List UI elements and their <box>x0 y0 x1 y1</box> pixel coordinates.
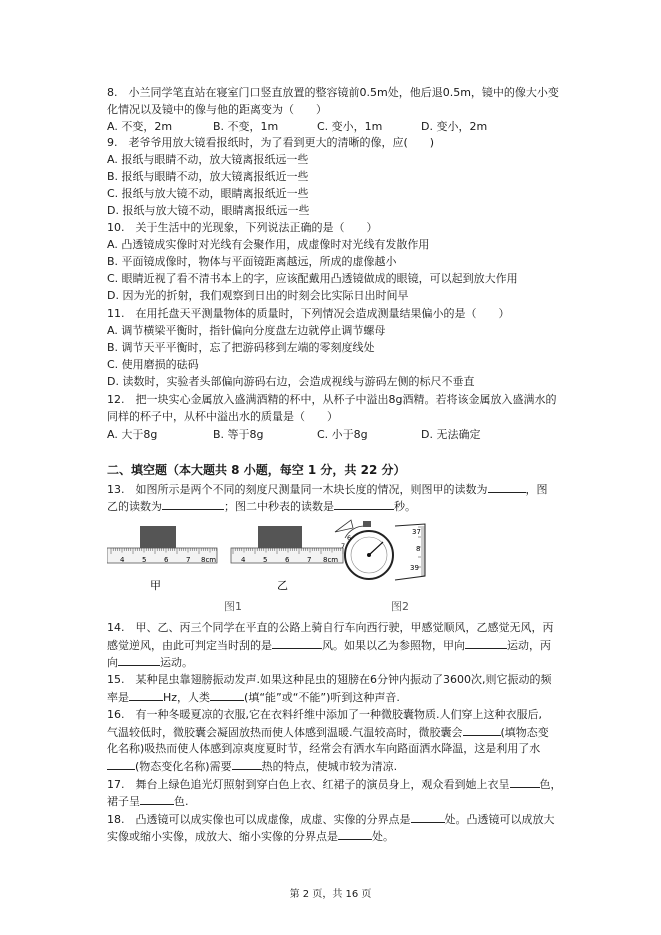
q9-option-d: D. 报纸与放大镜不动，眼睛离报纸远一些 <box>107 204 310 217</box>
q18-text: 处。 <box>372 830 394 843</box>
q15-text: 率是 <box>107 691 129 704</box>
wood-block <box>258 526 302 548</box>
q17-line1 <box>107 775 562 793</box>
second-scale-label: 37 <box>412 528 421 536</box>
q17-line2 <box>107 792 189 810</box>
q11-stem: 11. 在用托盘天平测量物体的质量时，下列情况会造成测量结果偏小的是（ ） <box>107 307 510 320</box>
q10-stem: 10. 关于生活中的光现象，下列说法正确的是（ ） <box>107 221 378 234</box>
q10-option-d: D. 因为光的折射，我们观察到日出的时刻会比实际日出时间早 <box>107 289 409 302</box>
answer-blank[interactable] <box>272 636 322 649</box>
tick-label: 8cm <box>323 556 339 564</box>
q11-option-c: C. 使用磨损的砝码 <box>107 358 199 371</box>
q18-text: 处。凸透镜可以成放大 <box>444 813 555 826</box>
answer-blank[interactable] <box>232 757 262 770</box>
q15-text: Hz，人类 <box>163 691 211 704</box>
tick-label: 5 <box>263 556 268 564</box>
tick-label: 6 <box>164 556 169 564</box>
q18-text: 18. 凸透镜可以成实像也可以成虚像，成虚、实像的分界点是 <box>107 813 411 826</box>
q14-line2 <box>107 636 551 654</box>
tick-label: 5 <box>142 556 147 564</box>
q8-option-d: D. 变小，2m <box>421 120 488 133</box>
figure-rulers-stopwatch <box>107 518 447 616</box>
q18-line2 <box>107 827 394 845</box>
q13-text: 13. 如图所示是两个不同的刻度尺测量同一木块长度的情况，则图甲的读数为 <box>107 483 488 496</box>
q16-text: 气温较低时，微胶囊会凝固放热而使人体感到温暖.气温较高时，微胶囊会 <box>107 726 463 739</box>
answer-blank[interactable] <box>118 653 160 666</box>
q13-text: 秒。 <box>394 500 416 513</box>
q14-text: 运动。 <box>160 656 193 669</box>
q18-text: 实像或缩小实像，成放大、缩小实像的分界点是 <box>107 830 338 843</box>
second-scale-label: 8 <box>416 545 421 553</box>
q16-line3: 化名称)吸热而使人体感到凉爽度夏时节，经常会有洒水车向路面洒水降温，这是利用了水 <box>107 742 541 755</box>
q16-text: (填物态变 <box>500 726 549 739</box>
q16-text: (物态变化名称)需要 <box>135 760 232 773</box>
answer-blank[interactable] <box>334 497 394 510</box>
stopwatch <box>335 520 425 613</box>
q14-text: 风。如果以乙为参照物，甲向 <box>322 639 465 652</box>
q9-stem: 9. 老爷爷用放大镜看报纸时，为了看到更大的清晰的像，应( ) <box>107 136 435 149</box>
page-footer: 第 2 页，共 16 页 <box>289 889 372 900</box>
answer-blank[interactable] <box>411 810 445 823</box>
q16-line4 <box>107 757 397 775</box>
q14-line1: 14. 甲、乙、丙三个同学在平直的公路上骑自行车向西行驶，甲感觉顺风，乙感觉无风，丙 <box>107 621 554 634</box>
q13-line2 <box>107 497 416 515</box>
q9-option-c: C. 报纸与放大镜不动，眼睛离报纸近一些 <box>107 187 309 200</box>
tick-label: 7 <box>307 556 312 564</box>
tick-label: 7 <box>186 556 191 564</box>
figure-label-yi: 乙 <box>277 579 288 592</box>
q14-text: 感觉逆风，由此可判定当时刮的是 <box>107 639 272 652</box>
q8-option-a: A. 不变，2m <box>107 120 173 133</box>
q16-line1: 16. 有一种冬暖夏凉的衣服,它在衣料纤维中添加了一种微胶囊物质.人们穿上这种衣服后, <box>107 708 542 721</box>
q12-option-b: B. 等于8g <box>213 428 264 441</box>
q17-text: 色. <box>174 795 189 808</box>
q17-text: 色， <box>539 778 562 791</box>
stopwatch-pivot <box>367 553 371 557</box>
q14-line3 <box>107 653 193 671</box>
q10-option-b: B. 平面镜成像时，物体与平面镜距离越远，所成的虚像越小 <box>107 255 397 268</box>
q12-option-d: D. 无法确定 <box>421 428 481 441</box>
q18-line1 <box>107 810 555 828</box>
q9-option-b: B. 报纸与眼睛不动，放大镜离报纸近一些 <box>107 170 309 183</box>
ruler-jia <box>107 526 217 592</box>
q17-text: 裙子呈 <box>107 795 140 808</box>
q8-option-b: B. 不变，1m <box>213 120 279 133</box>
q11-option-d: D. 读数时，实验者头部偏向游码右边，会造成视线与游码左侧的标尺不垂直 <box>107 375 475 388</box>
q13-text: ；图二中秒表的读数是 <box>224 500 334 513</box>
answer-blank[interactable] <box>162 497 224 510</box>
section-heading: 二、填空题（本大题共 8 小题，每空 1 分，共 22 分） <box>107 463 406 477</box>
q13-text: ，图 <box>525 483 548 496</box>
q16-line2 <box>107 723 549 741</box>
answer-blank[interactable] <box>510 775 540 788</box>
q9-option-a: A. 报纸与眼睛不动，放大镜离报纸远一些 <box>107 153 309 166</box>
q14-text: 向 <box>107 656 118 669</box>
q8-options <box>107 118 487 135</box>
second-scale-label: 39 <box>410 564 419 572</box>
q12-line1: 12. 把一块实心金属放入盛满酒精的杯中，从杯子中溢出8g酒精。若将该金属放入盛满水的 <box>107 393 557 406</box>
q15-line2 <box>107 688 400 706</box>
q16-text: 热的特点，使城市较为清凉. <box>261 760 398 773</box>
wood-block <box>140 526 176 548</box>
q8-line1: 8. 小兰同学笔直站在寝室门口竖直放置的整容镜前0.5m处，他后退0.5m，镜中的像大小变 <box>107 86 559 99</box>
q11-option-b: B. 调节天平平衡时，忘了把游码移到左端的零刻度线处 <box>107 341 375 354</box>
minute-dial-label: 7 <box>341 542 346 550</box>
tick-label: 8cm <box>201 556 217 564</box>
minute-dial-label: 6 <box>347 534 352 542</box>
tick-label: 4 <box>120 556 125 564</box>
q8-option-c: C. 变小，1m <box>317 120 383 133</box>
q12-option-a: A. 大于8g <box>107 428 158 441</box>
q14-text: 运动，丙 <box>507 639 551 652</box>
q10-option-a: A. 凸透镜成实像时对光线有会聚作用，成虚像时对光线有发散作用 <box>107 238 430 251</box>
ruler-yi <box>231 526 346 592</box>
q8-line2: 化情况以及镜中的像与他的距离变为（ ） <box>107 103 327 116</box>
q17-text: 17. 舞台上绿色追光灯照射到穿白色上衣、红裙子的演员身上，观众看到她上衣呈 <box>107 778 510 791</box>
stopwatch-lever <box>335 520 353 532</box>
q13-line1 <box>107 480 548 498</box>
q15-text: (填“能”或“不能”)听到这种声音. <box>244 691 400 704</box>
answer-blank[interactable] <box>338 827 372 840</box>
answer-blank[interactable] <box>465 636 507 649</box>
answer-blank[interactable] <box>210 688 244 701</box>
q12-option-c: C. 小于8g <box>317 428 368 441</box>
answer-blank[interactable] <box>107 757 135 770</box>
q10-option-c: C. 眼睛近视了看不清书本上的字，应该配戴用凸透镜做成的眼镜，可以起到放大作用 <box>107 272 518 285</box>
tick-label: 4 <box>241 556 246 564</box>
figure-caption-2: 图2 <box>391 600 409 613</box>
answer-blank[interactable] <box>140 792 174 805</box>
figure-caption-1: 图1 <box>224 600 242 613</box>
tick-label: 6 <box>285 556 290 564</box>
stopwatch-crown <box>363 521 371 527</box>
figure-label-jia: 甲 <box>150 579 161 592</box>
q12-line2: 同样的杯子中，从杯中溢出水的质量是（ ） <box>107 410 338 423</box>
answer-blank[interactable] <box>463 723 501 736</box>
answer-blank[interactable] <box>129 688 163 701</box>
q15-line1: 15. 某种昆虫靠翅膀振动发声.如果这种昆虫的翅膀在6分钟内振动了3600次,则它振动的频 <box>107 673 552 686</box>
answer-blank[interactable] <box>488 480 526 493</box>
q11-option-a: A. 调节横梁平衡时，指针偏向分度盘左边就停止调节螺母 <box>107 324 386 337</box>
q12-options <box>107 426 480 443</box>
q13-text: 乙的读数为 <box>107 500 162 513</box>
